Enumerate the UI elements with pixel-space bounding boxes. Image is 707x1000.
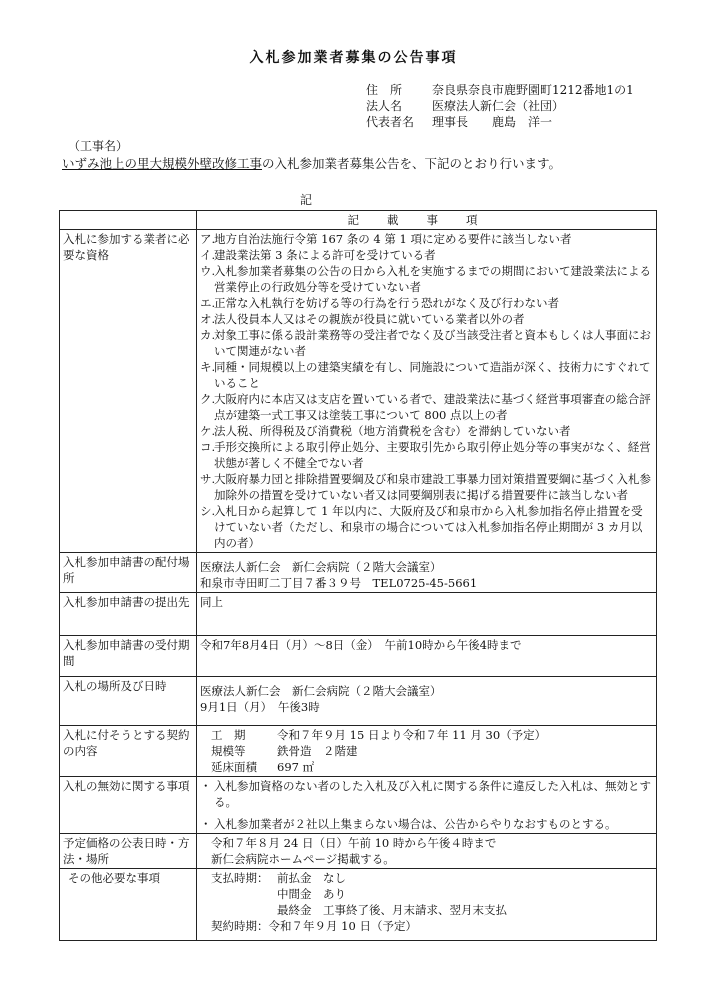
kv-key: 延床面積: [211, 760, 257, 774]
item-marker: ク.: [200, 392, 216, 406]
item-marker: シ.: [200, 504, 216, 518]
item-marker: ウ.: [200, 264, 216, 278]
item-marker: キ.: [200, 360, 216, 374]
org-representative-row: [366, 114, 634, 130]
table-row: [60, 636, 657, 677]
item-marker: オ.: [200, 312, 216, 326]
row-label: 入札参加申請書の提出先: [60, 593, 197, 636]
item-text: 入札日から起算して 1 年以内に、大阪府及び和泉市から入札参加指名停止措置を受けていない者（ただし、和泉市の場合については入札参加指名停止期間が 3 カ月以内の者）: [214, 504, 643, 550]
payment-item: 前払金 なし: [277, 871, 346, 885]
contract-period-row: [211, 727, 653, 743]
list-item: [200, 359, 653, 391]
item-text: 正常な入札執行を妨げる等の行為を行う恐れがなく及び行わない者: [214, 296, 559, 310]
table-header: 記載事項: [197, 211, 657, 230]
table-row: [60, 677, 657, 726]
list-item: [200, 423, 653, 439]
table-row: [60, 869, 657, 941]
table-header-row: [60, 211, 657, 230]
organization-info: [366, 82, 634, 130]
item-text: 建設業法第 3 条による許可を受けている者: [214, 248, 436, 262]
item-marker: ・: [200, 779, 212, 793]
project-name-label: （工事名）: [68, 139, 129, 153]
table-row: [60, 553, 657, 593]
list-item: [200, 391, 653, 423]
item-marker: エ.: [200, 296, 216, 310]
kv-value: 令和７年９月 15 日より令和７年 11 月 30（予定）: [277, 728, 547, 742]
content-line: 医療法人新仁会 新仁会病院（２階大会議室）: [200, 560, 442, 574]
kv-value: 鉄骨造 ２階建: [277, 744, 358, 758]
item-text: 入札参加業者が２社以上集まらない場合は、公告からやりなおすものとする。: [214, 817, 617, 831]
row-content: [197, 593, 657, 636]
item-marker: ア.: [200, 232, 216, 246]
list-item: [200, 439, 653, 471]
content-line: 令和７年８月 24 日（日）午前 10 時から午後４時まで: [211, 836, 497, 850]
row-content: [197, 553, 657, 593]
row-label: 入札に参加する業者に必要な資格: [60, 230, 197, 553]
list-item: [200, 503, 653, 551]
item-marker: サ.: [200, 472, 216, 486]
row-content: [197, 834, 657, 869]
document-title: 入札参加業者募集の公告事項: [249, 50, 458, 66]
ki-heading: 記: [300, 193, 313, 207]
content-line: 医療法人新仁会 新仁会病院（２階大会議室）: [200, 684, 442, 698]
list-item: [200, 295, 653, 311]
item-text: 入札参加業者募集の公告の日から入札を実施するまでの期間において建設業法による営業停止の行政処分等を受けていない者: [214, 264, 651, 294]
list-item: [200, 311, 653, 327]
row-label: その他必要な事項: [60, 869, 197, 941]
item-marker: ケ.: [200, 424, 216, 438]
item-marker: コ.: [200, 440, 216, 454]
item-marker: カ.: [200, 328, 216, 342]
org-representative-value: 理事長 鹿島 洋一: [432, 115, 553, 129]
content-line: 新仁会病院ホームページ掲載する。: [211, 852, 395, 866]
item-text: 同種・同規模以上の建築実績を有し、同施設について造詣が深く、技術力にすぐれていること: [214, 360, 651, 390]
kv-key: 工 期: [211, 728, 246, 742]
item-text: 大阪府暴力団と排除措置要綱及び和泉市建設工事暴力団対策措置要綱に基づく入札参加除外の措置を受けていない者又は同要綱別表に掲げる措置要件に該当しない者: [214, 472, 651, 502]
contract-scale-row: [211, 743, 653, 759]
row-label: 入札参加申請書の配付場所: [60, 553, 197, 593]
project-name: いずみ池上の里大規模外壁改修工事: [62, 156, 263, 171]
org-name-label: 法人名: [366, 99, 403, 113]
invalid-bid-list: [197, 777, 657, 834]
row-label: 入札の場所及び日時: [60, 677, 197, 726]
qualification-list: [197, 230, 657, 553]
list-item: [200, 263, 653, 295]
org-representative-label: 代表者名: [366, 115, 415, 129]
item-marker: イ.: [200, 248, 216, 262]
item-text: 大阪府内に本店又は支店を置いている者で、建設業法に基づく経営事項審査の総合評点が建築一式工事又は塗装工事について 800 点以上の者: [214, 392, 651, 422]
payment-label: 支払時期：: [211, 871, 269, 885]
row-label: 予定価格の公表日時・方法・場所: [60, 834, 197, 869]
table-row: [60, 593, 657, 636]
content-line: 和泉市寺田町二丁目７番３９号 TEL0725-45-5661: [200, 576, 478, 590]
contract-floor-area-row: [211, 759, 653, 775]
intro-sentence: [62, 156, 561, 172]
table-row: [60, 726, 657, 777]
item-text: 手形交換所による取引停止処分、主要取引先から取引停止処分等の事実がなく、経営状態が著しく不健全でない者: [214, 440, 651, 470]
content-line: 9月1日（月） 午後3時: [200, 700, 320, 714]
table-row: [60, 777, 657, 834]
item-text: 対象工事に係る設計業務等の受注者でなく及び当該受注者と資本もしくは人事面において関連がない者: [214, 328, 651, 358]
item-text: 法人役員本人又はその親族が役員に就いている業者以外の者: [214, 312, 525, 326]
kv-key: 規模等: [211, 744, 246, 758]
list-item: [200, 778, 653, 810]
header-blank-cell: [60, 211, 197, 230]
other-matters: [197, 869, 657, 941]
intro-rest: の入札参加業者募集公告を、下記のとおり行います。: [262, 156, 562, 171]
item-text: 地方自治法施行令第 167 条の 4 第 1 項に定める要件に該当しない者: [214, 232, 572, 246]
org-name-value: 医療法人新仁会（社団）: [432, 99, 565, 113]
content-line: 同上: [200, 595, 223, 609]
list-item: [200, 231, 653, 247]
table-row: [60, 834, 657, 869]
kv-value: 697 ㎡: [277, 760, 315, 774]
content-line: 令和7年8月4日（月）～8日（金） 午前10時から午後4時まで: [200, 638, 522, 652]
row-content: [197, 636, 657, 677]
org-address-row: [366, 82, 634, 98]
list-item: [200, 816, 653, 832]
item-text: 入札参加資格のない者のした入札及び入札に関する条件に違反した入札は、無効とする。: [214, 779, 651, 809]
contract-details: [197, 726, 657, 777]
table-row: [60, 230, 657, 553]
org-address-value: 奈良県奈良市鹿野園町1212番地1の1: [432, 83, 634, 97]
notice-table: [59, 210, 657, 941]
org-address-label: 住 所: [366, 83, 403, 97]
org-name-row: [366, 98, 634, 114]
item-text: 法人税、所得税及び消費税（地方消費税を含む）を滞納していない者: [214, 424, 571, 438]
list-item: [200, 327, 653, 359]
contract-date: 契約時期：令和７年９月 10 日（予定）: [211, 919, 417, 933]
row-content: [197, 677, 657, 726]
item-marker: ・: [200, 817, 212, 831]
list-item: [200, 471, 653, 503]
payment-item: 中間金 あり: [277, 887, 346, 901]
row-label: 入札参加申請書の受付期間: [60, 636, 197, 677]
payment-item: 最終金 工事終了後、月末請求、翌月末支払: [277, 903, 507, 917]
list-item: [200, 247, 653, 263]
payment-row: [211, 870, 653, 886]
row-label: 入札の無効に関する事項: [60, 777, 197, 834]
row-label: 入札に付そうとする契約の内容: [60, 726, 197, 777]
